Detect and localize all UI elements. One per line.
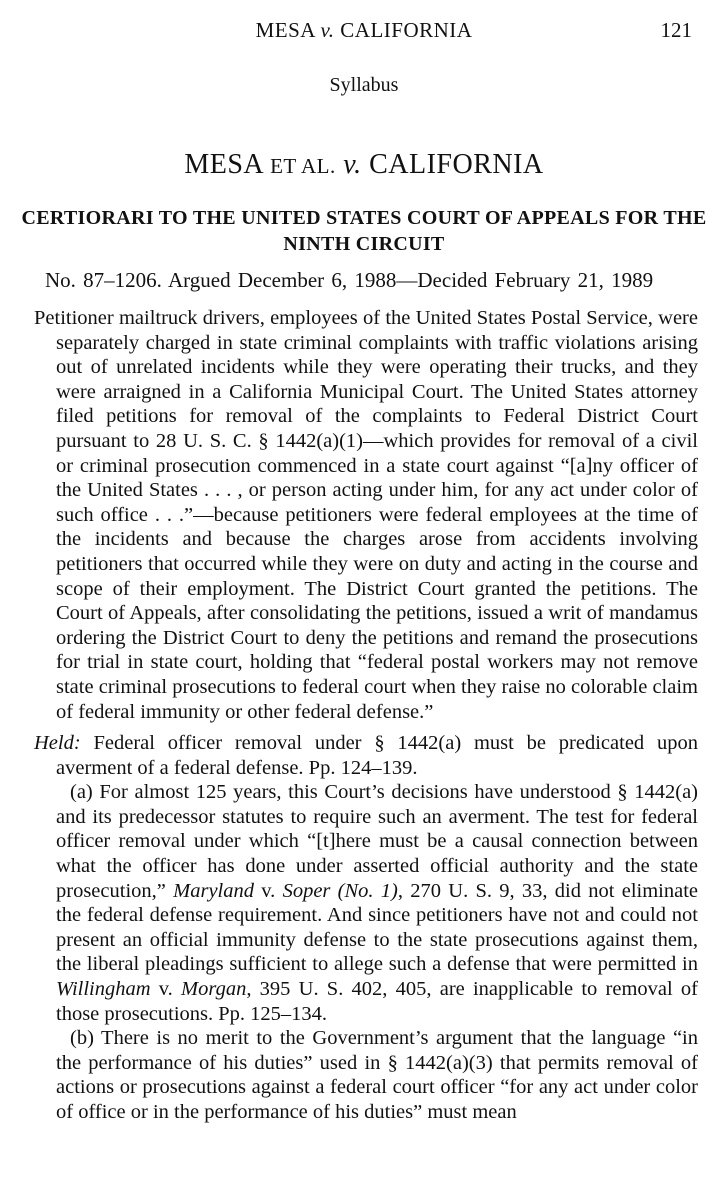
paragraph-b: (b) There is no merit to the Government’s argument that the language “in the performance of his duties” used in § 1442(a)(3) that permits removal of actions or prosecutions against a federal court officer “for any act under color of office or in the performance of his duties” must mean (56, 1027, 698, 1123)
case-title-part2: ET AL. (270, 154, 336, 178)
paragraph-a-text2: , 270 U. S. 9, 33, did not eliminate the federal defense requirement. And since petitioners have not and could not present an official immunity defense to the state prosecutions against them, the liberal pleadings sufficient to allege such a defense that were permitted in (56, 879, 699, 976)
case-name-morgan: Morgan (181, 978, 247, 1001)
section-label: Syllabus (329, 74, 399, 96)
running-title-versus: v. (320, 18, 335, 42)
paragraph-a (34, 780, 698, 1026)
paragraph-a-versus2: v. (150, 978, 182, 1001)
case-title-versus: v. (335, 149, 370, 180)
paragraph-a-text3: , 395 U. S. 402, 405, are inapplicable to removal of those prosecutions. Pp. 125–134. (56, 978, 698, 1025)
page-number: 121 (660, 18, 692, 42)
running-title-right: CALIFORNIA (334, 18, 473, 42)
held-paragraph (34, 731, 698, 780)
case-title (0, 149, 728, 181)
running-title (0, 18, 728, 43)
case-name-willingham: Willingham (56, 978, 151, 1001)
running-title-left: MESA (255, 18, 321, 42)
case-name-soper: Soper (No. 1) (282, 879, 398, 902)
paragraph-a-text1: (a) For almost 125 years, this Court’s decisions have understood § 1442(a) and its predecessor statutes to require such an averment. The test for federal officer removal under which “[t]here must be a causal connection between what the officer has done under asserted official authority and the state prosecution,” (56, 781, 698, 902)
docket-line: No. 87–1206. Argued December 6, 1988—Decided February 21, 1989 (45, 268, 654, 292)
held-text: Federal officer removal under § 1442(a) must be predicated upon averment of a federal defense. Pp. 124–139. (56, 732, 698, 779)
held-label: Held: (34, 732, 81, 755)
case-title-part1: MESA (184, 149, 271, 180)
summary-paragraph: Petitioner mailtruck drivers, employees of the United States Postal Service, were separately charged in state criminal complaints with traffic violations arising out of unrelated incidents while they were operating their trucks, and they were arraigned in a California Municipal Court. The United States attorney filed petitions for removal of the complaints to Federal District Court pursuant to 28 U. S. C. § 1442(a)(1)—which provides for removal of a civil or criminal prosecution commenced in a state court against “[a]ny officer of the United States . . . , or person acting under him, for any act under color of such office . . .”—because petitioners were federal employees at the time of the incidents and because the charges arose from accidents involving petitioners that occurred while they were on duty and acting in the course and scope of their employment. The District Court granted the petitions. The Court of Appeals, after consolidating the petitions, issued a writ of mandamus ordering the District Court to deny the petitions and remand the prosecutions for trial in state court, holding that “federal postal workers may not remove state criminal prosecutions to federal court when they raise no colorable claim of federal immunity or other federal defense.” (34, 307, 698, 723)
case-title-part4: CALIFORNIA (369, 149, 544, 180)
case-name-maryland: Maryland (173, 879, 254, 902)
syllabus-body (34, 306, 698, 1125)
paragraph-a-versus1: v. (254, 879, 283, 902)
running-head (0, 18, 728, 48)
certiorari-heading: CERTIORARI TO THE UNITED STATES COURT OF APPEALS FOR THE NINTH CIRCUIT (21, 207, 707, 255)
